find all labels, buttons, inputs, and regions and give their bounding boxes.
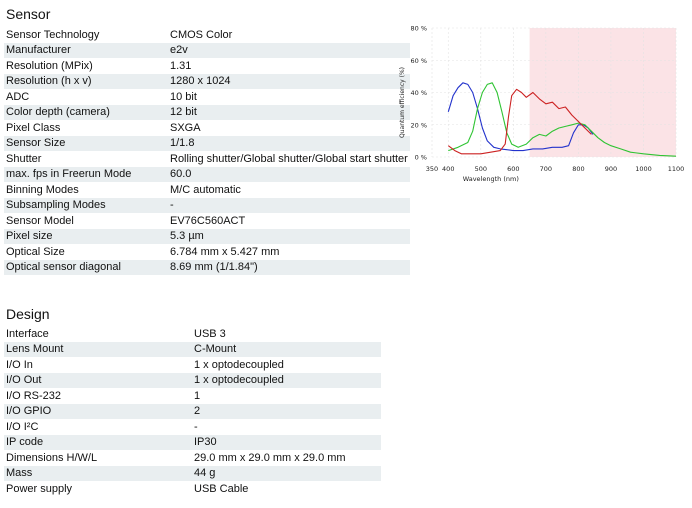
sensor-spec-row-label: Shutter: [6, 152, 42, 165]
chart-y-tick-label: 20 %: [410, 121, 427, 130]
chart-x-axis-label: Wavelength (nm): [462, 175, 519, 183]
sensor-spec-row-value: SXGA: [170, 121, 201, 134]
sensor-spec-row-label: Color depth (camera): [4, 105, 168, 121]
design-spec-row-label: Mass: [4, 466, 192, 482]
sensor-spec-row: [4, 151, 410, 167]
sensor-spec-row: [4, 120, 410, 136]
sensor-spec-row-label: Optical sensor diagonal: [4, 260, 168, 276]
design-spec-row: [4, 373, 381, 389]
sensor-spec-row-label: Resolution (h x v): [4, 74, 168, 90]
sensor-spec-row-label: Manufacturer: [4, 43, 168, 59]
design-spec-table: [4, 326, 381, 497]
design-spec-row-value: USB Cable: [194, 482, 249, 495]
sensor-spec-row-value: M/C automatic: [170, 183, 241, 196]
sensor-spec-row: [4, 89, 410, 105]
design-spec-row-label: Power supply: [6, 482, 73, 495]
sensor-spec-row: [4, 182, 410, 198]
chart-y-tick-label: 60 %: [410, 56, 427, 65]
chart-y-tick-label: 0 %: [414, 153, 427, 162]
design-spec-row-label: Lens Mount: [4, 342, 192, 358]
sensor-spec-row: [4, 244, 410, 260]
chart-x-tick-label: 800: [572, 165, 585, 173]
sensor-spec-row-value: CMOS Color: [170, 28, 233, 41]
design-spec-row-value: IP30: [192, 435, 381, 451]
chart-y-tick-label: 40 %: [410, 89, 427, 97]
design-spec-row: [4, 481, 381, 497]
design-spec-row-label: I/O GPIO: [4, 404, 192, 420]
design-spec-row-label: I/O In: [6, 358, 33, 371]
design-spec-row-value: 1: [194, 389, 201, 402]
design-spec-row-label: I/O I²C: [6, 420, 39, 433]
sensor-spec-row-label: Pixel size: [4, 229, 168, 245]
chart-x-tick-label: 500: [474, 165, 488, 173]
design-spec-row: [4, 419, 381, 435]
design-spec-row-label: Interface: [6, 327, 49, 340]
design-spec-row: [4, 357, 381, 373]
design-spec-row-value: -: [194, 420, 198, 433]
chart-x-tick-label: 700: [539, 165, 553, 173]
design-spec-row-value: 1 x optodecoupled: [194, 358, 284, 371]
sensor-spec-row-label: Resolution (MPix): [6, 59, 93, 72]
sensor-spec-row-value: e2v: [168, 43, 410, 59]
design-spec-row-label: I/O Out: [4, 373, 192, 389]
sensor-spec-row-value: 5.3 µm: [168, 229, 410, 245]
sensor-spec-row-value: 8.69 mm (1/1.84"): [168, 260, 410, 276]
design-spec-row-value: 29.0 mm x 29.0 mm x 29.0 mm: [194, 451, 346, 464]
sensor-spec-row-label: ADC: [6, 90, 30, 103]
sensor-spec-row-value: 10 bit: [170, 90, 197, 103]
sensor-spec-row-value: EV76C560ACT: [170, 214, 246, 227]
chart-x-tick-label: 900: [604, 165, 618, 173]
sensor-spec-row: [4, 260, 410, 276]
design-spec-row: [4, 435, 381, 451]
design-spec-row-value: C-Mount: [192, 342, 381, 358]
sensor-spec-row-label: Sensor Size: [4, 136, 168, 152]
design-spec-row-value: 1 x optodecoupled: [192, 373, 381, 389]
design-section-title: Design: [6, 306, 50, 322]
sensor-spec-row-value: 1280 x 1024: [168, 74, 410, 90]
sensor-section-title: Sensor: [6, 6, 51, 22]
sensor-spec-row-label: Optical Size: [6, 245, 65, 258]
sensor-spec-row: [4, 167, 410, 183]
sensor-spec-row: [4, 74, 410, 90]
sensor-spec-row: [4, 58, 410, 74]
design-spec-row: [4, 342, 381, 358]
design-spec-row-value: USB 3: [194, 327, 226, 340]
chart-y-axis-label: Quantum efficiency (%): [399, 66, 406, 139]
sensor-spec-row: [4, 43, 410, 59]
sensor-spec-row-label: max. fps in Freerun Mode: [4, 167, 168, 183]
quantum-efficiency-chart: [396, 18, 686, 193]
design-spec-row-label: IP code: [4, 435, 192, 451]
sensor-spec-row-label: Subsampling Modes: [4, 198, 168, 214]
design-spec-row: [4, 388, 381, 404]
design-spec-row: [4, 466, 381, 482]
sensor-spec-row-label: Sensor Technology: [6, 28, 100, 41]
sensor-spec-row-value: 1.31: [170, 59, 192, 72]
sensor-spec-row: [4, 198, 410, 214]
sensor-spec-table: [4, 27, 410, 275]
sensor-spec-row: [4, 213, 410, 229]
design-spec-row: [4, 404, 381, 420]
sensor-spec-row: [4, 229, 410, 245]
sensor-spec-row-value: -: [168, 198, 410, 214]
design-spec-row: [4, 326, 381, 342]
sensor-spec-row-label: Binning Modes: [6, 183, 79, 196]
design-spec-row-value: 2: [192, 404, 381, 420]
design-spec-row-label: Dimensions H/W/L: [6, 451, 98, 464]
sensor-spec-row-value: Rolling shutter/Global shutter/Global start shutter: [170, 152, 408, 165]
sensor-spec-row: [4, 105, 410, 121]
sensor-spec-row: [4, 136, 410, 152]
chart-y-tick-label: 80 %: [410, 24, 427, 33]
chart-x-tick-label: 1100: [667, 165, 685, 173]
sensor-spec-row-label: Pixel Class: [6, 121, 61, 134]
chart-x-tick-label: 1000: [635, 165, 652, 173]
sensor-spec-row-value: 12 bit: [168, 105, 410, 121]
sensor-spec-row: [4, 27, 410, 43]
sensor-spec-row-value: 1/1.8: [168, 136, 410, 152]
chart-x-tick-label: 400: [442, 165, 455, 173]
sensor-spec-row-value: 6.784 mm x 5.427 mm: [170, 245, 280, 258]
chart-x-tick-label: 600: [507, 165, 520, 173]
design-spec-row-value: 44 g: [192, 466, 381, 482]
chart-x-tick-label: 350: [425, 165, 439, 173]
sensor-spec-row-value: 60.0: [168, 167, 410, 183]
chart-shaded-region: [530, 28, 676, 157]
design-spec-row: [4, 450, 381, 466]
sensor-spec-row-label: Sensor Model: [6, 214, 74, 227]
design-spec-row-label: I/O RS-232: [6, 389, 62, 402]
